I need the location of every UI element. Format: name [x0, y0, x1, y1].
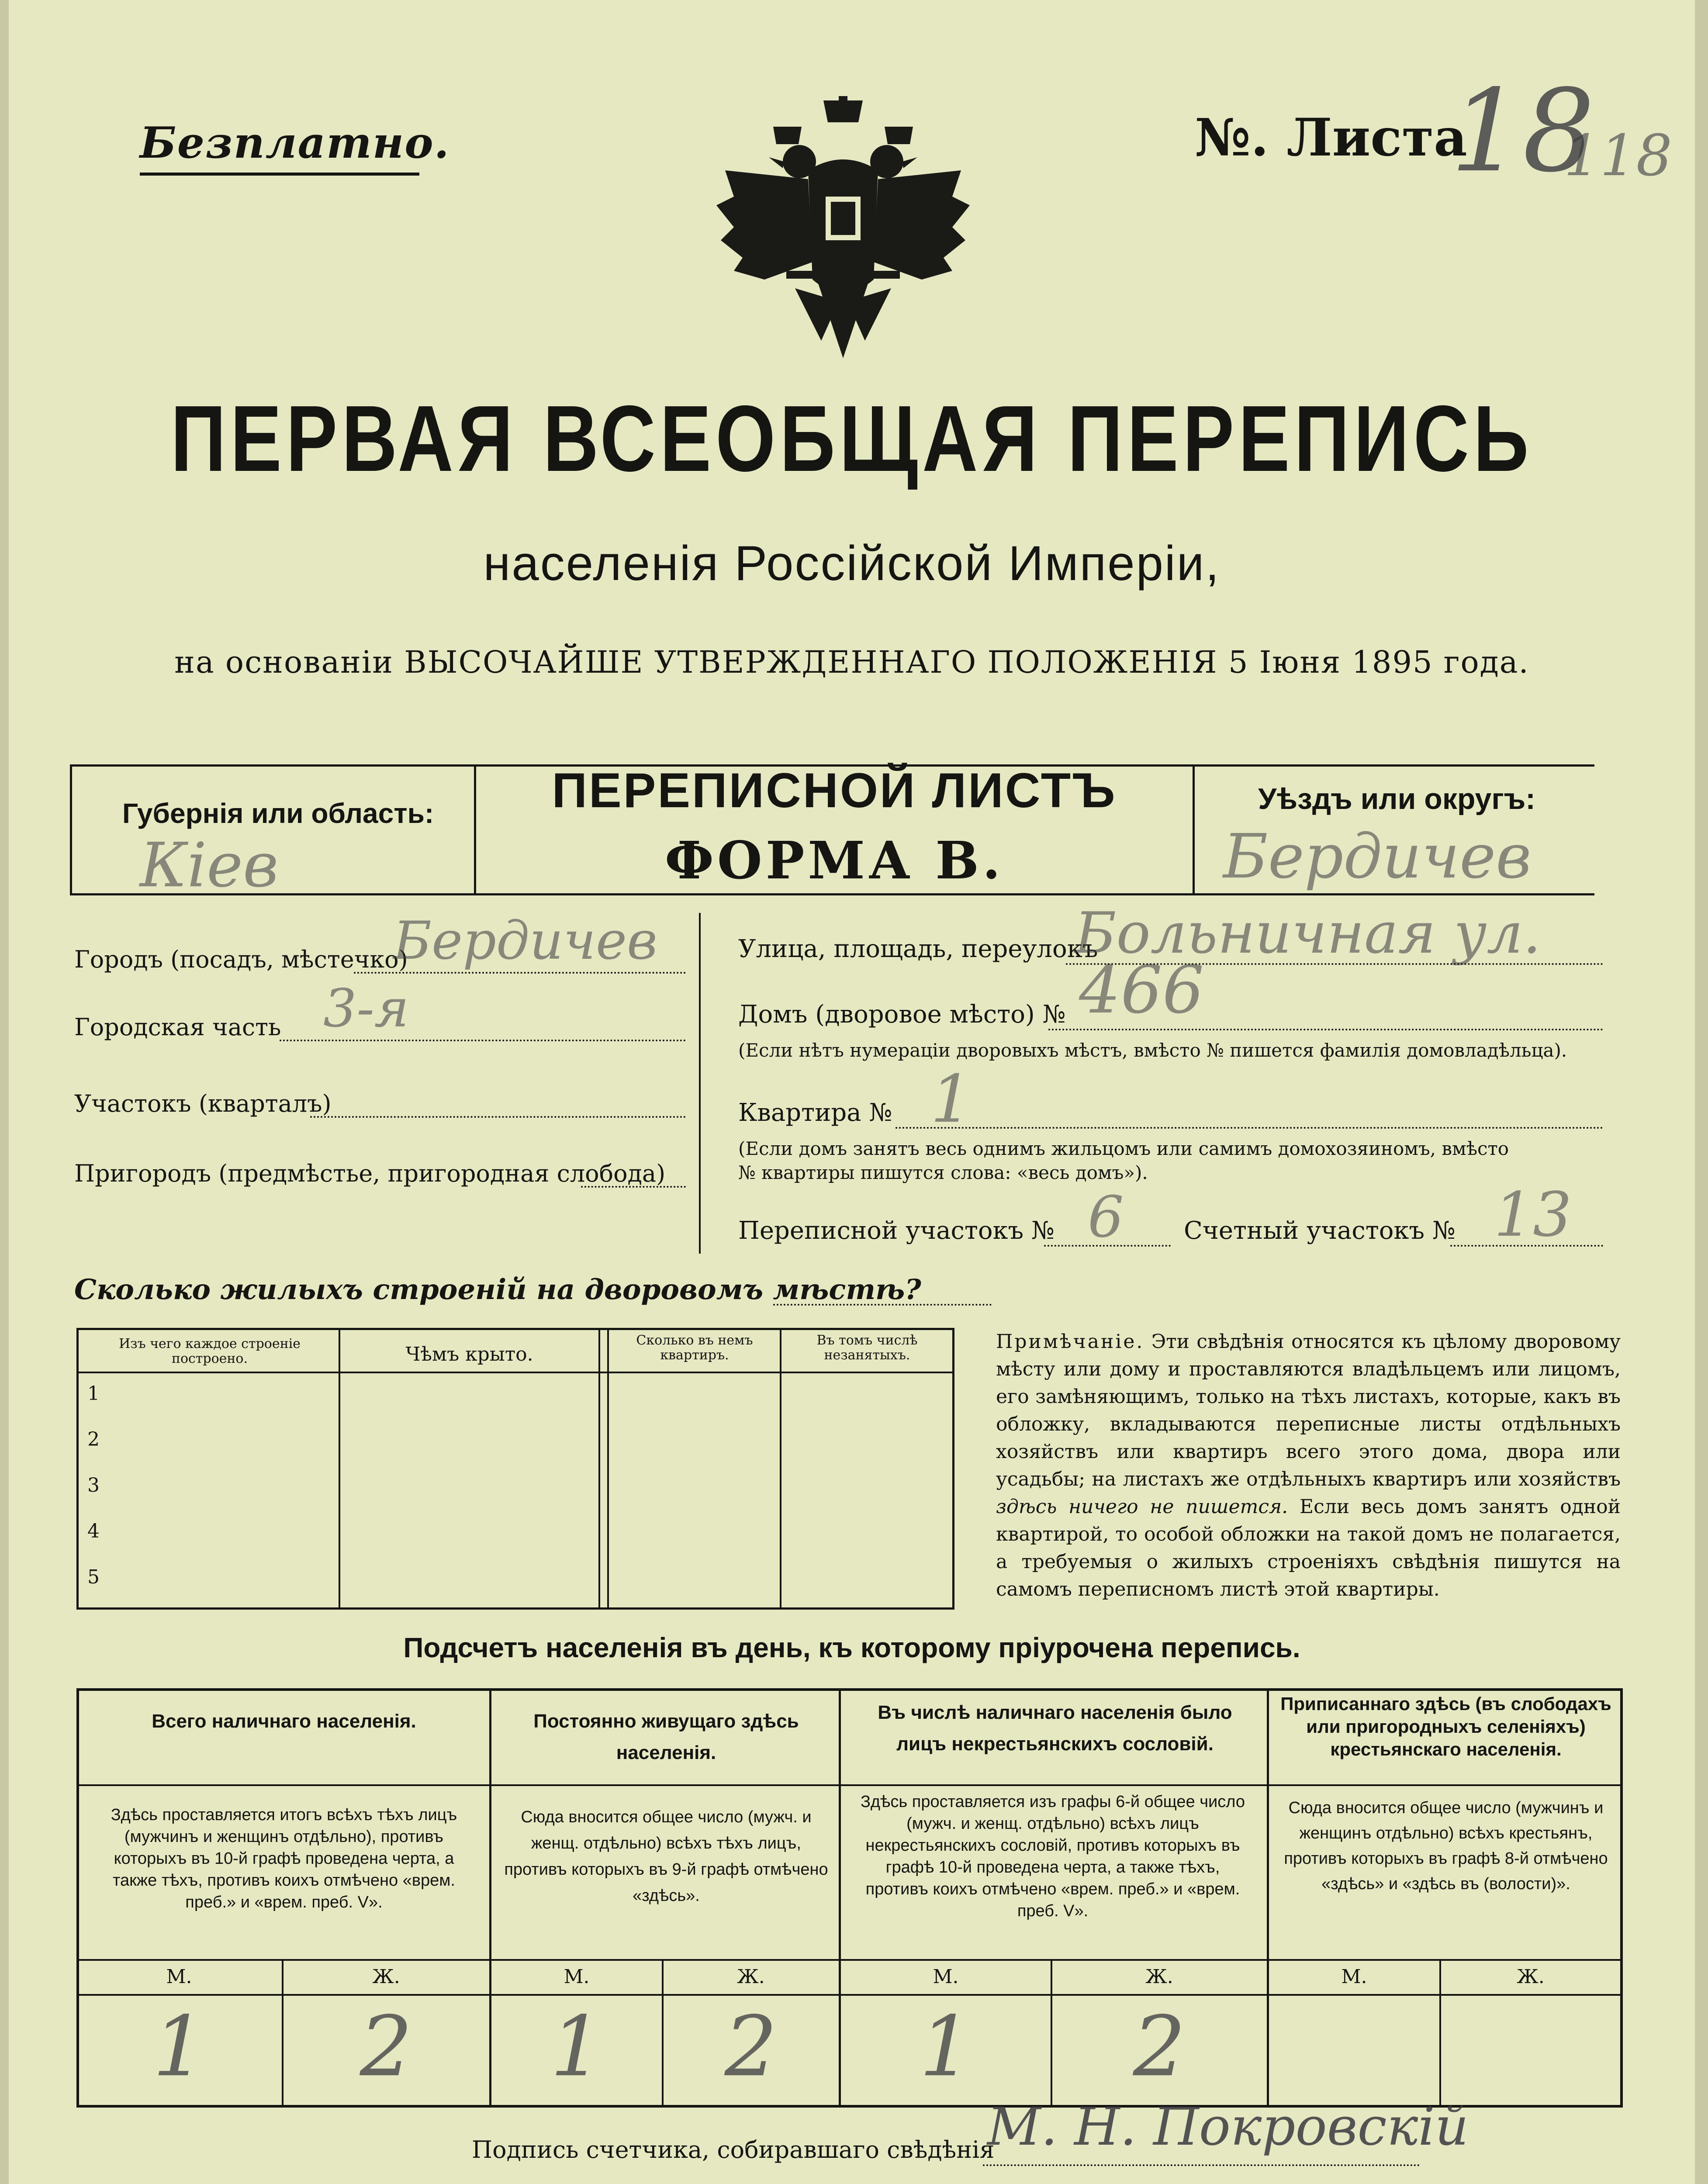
buildings-note: [996, 1328, 1621, 1603]
buildings-row: 5: [87, 1566, 100, 1588]
address-divider: [699, 913, 701, 1254]
province-value: Кіев: [140, 830, 279, 901]
buildings-heading: Сколько жилыхъ строеній на дворовомъ мѣстѣ?: [74, 1273, 921, 1306]
note-lead: Примѣчаніе.: [996, 1330, 1144, 1353]
form-title: ПЕРЕПИСНОЙ ЛИСТЪ: [552, 763, 1117, 818]
count-district-label: Счетный участокъ №: [1184, 1216, 1456, 1245]
total-female-count: 2: [360, 1998, 413, 2095]
buildings-header-roof: Чѣмъ крыто.: [405, 1343, 533, 1365]
male-label: М.: [1341, 1966, 1367, 1988]
suburb-label: Пригородъ (предмѣстье, пригородная слобода): [74, 1160, 666, 1187]
census-title: ПЕРВАЯ ВСЕОБЩАЯ ПЕРЕПИСЬ: [170, 386, 1533, 491]
house-value: 466: [1079, 952, 1204, 1028]
population-col-nonpeasant-desc: Здѣсь проставляется изъ графы 6-й общее число (мужч. и женщ. отдѣльно) всѣхъ лицъ некрестьянскихъ сословій, противъ которыхъ въ графѣ 10-й проведена черта, а также тѣхъ, противъ коихъ отмѣчено «врем. преб.» и «врем. преб. V».: [860, 1793, 1245, 1920]
population-col-nonpeasant-title: Въ числѣ наличнаго населенія было лицъ некрестьянскихъ сословій.: [878, 1702, 1232, 1755]
note-text-italic: здѣсь ничего не пишется.: [996, 1496, 1288, 1518]
province-label: Губернія или область:: [122, 798, 434, 829]
form-name: ФОРМА В.: [664, 830, 1004, 891]
count-district-value: 13: [1494, 1179, 1572, 1251]
apartment-label: Квартира №: [738, 1099, 892, 1127]
signature-label: Подпись счетчика, собиравшаго свѣдѣнія: [472, 2136, 995, 2163]
total-male-count: 1: [152, 1998, 206, 2095]
street-value: Больничная ул.: [1075, 900, 1541, 966]
female-label: Ж.: [1517, 1966, 1545, 1988]
enumerator-signature: М. Н. Покровскій: [987, 2097, 1469, 2157]
city-label: Городъ (посадъ, мѣстечко): [74, 946, 408, 973]
population-table: [76, 1688, 1623, 2108]
buildings-header-material: Изъ чего каждое строеніе построено.: [119, 1336, 301, 1366]
female-label: Ж.: [737, 1966, 765, 1988]
male-label: М.: [564, 1966, 590, 1988]
male-label: М.: [933, 1966, 959, 1988]
sheet-number-label: №. Листа: [1195, 107, 1467, 168]
census-basis: на основаніи ВЫСОЧАЙШЕ УТВЕРЖДЕННАГО ПОЛОЖЕНІЯ 5 Іюня 1895 года.: [174, 644, 1529, 680]
female-label: Ж.: [1145, 1966, 1173, 1988]
buildings-row: 1: [87, 1382, 100, 1405]
nonpeasant-male-count: 1: [919, 1998, 972, 2095]
buildings-row: 3: [87, 1474, 100, 1496]
apartment-value: 1: [930, 1061, 972, 1137]
population-col-permanent-desc: Сюда вносится общее число (мужч. и женщ. отдѣльно) всѣхъ тѣхъ лицъ, противъ которыхъ въ 9-й графѣ отмѣчено «здѣсь».: [504, 1808, 828, 1905]
free-label-underline: [140, 173, 419, 176]
apartment-note-1: (Если домъ занятъ весь однимъ жильцомъ или самимъ домохозяиномъ, вмѣсто: [738, 1138, 1509, 1159]
note-text-2: Если весь домъ занятъ одной квартирой, то особой обложки на такой домъ не полагается, а требуемыя о жилыхъ строеніяхъ свѣдѣнія пишутся на самомъ переписномъ листѣ этой квартиры.: [996, 1496, 1621, 1600]
population-heading: Подсчетъ населенія въ день, къ которому пріурочена перепись.: [403, 1632, 1300, 1663]
population-col-peasant-title: Приписаннаго здѣсь (въ слободахъ или пригородныхъ селеніяхъ) крестьянскаго населенія.: [1280, 1693, 1611, 1759]
precinct-label: Участокъ (кварталъ): [74, 1090, 332, 1117]
house-label: Домъ (дворовое мѣсто) №: [738, 1000, 1066, 1029]
population-col-peasant-desc: Сюда вносится общее число (мужчинъ и женщинъ отдѣльно) всѣхъ крестьянъ, противъ которыхъ въ графѣ 8-й отмѣчено «здѣсь» и «здѣсь въ (волости)».: [1284, 1799, 1608, 1893]
census-subtitle: населенія Россійской Имперіи,: [483, 536, 1220, 591]
district-label: Уѣздъ или округъ:: [1258, 782, 1535, 816]
permanent-male-count: 1: [550, 1998, 603, 2095]
permanent-female-count: 2: [724, 1998, 778, 2095]
buildings-row: 2: [87, 1428, 100, 1451]
male-label: М.: [166, 1966, 192, 1988]
female-label: Ж.: [372, 1966, 400, 1988]
note-text-1: Эти свѣдѣнія относятся къ цѣлому дворовому мѣсту или дому и проставляются владѣльцемъ или лицомъ, его замѣняющимъ, только на тѣхъ листахъ, которые, какъ въ обложку, вкладываются переписные листы отдѣльныхъ хозяйствъ или квартиръ всего этого дома, двора или усадьбы; на листахъ же отдѣльныхъ квартиръ или хозяйствъ: [996, 1330, 1621, 1490]
population-col-total-title: Всего наличнаго населенія.: [152, 1711, 416, 1732]
population-col-total-desc: Здѣсь проставляется итогъ всѣхъ тѣхъ лицъ (мужчинъ и женщинъ отдѣльно), противъ которыхъ въ 10-й графѣ проведена черта, а также тѣхъ, противъ коихъ отмѣчено «врем. преб.» и «врем. преб. V».: [111, 1806, 457, 1911]
buildings-header-vacant: Въ томъ числѣ незанятыхъ.: [816, 1333, 918, 1363]
imperial-eagle-emblem: [708, 96, 978, 376]
house-note: (Если нѣтъ нумераціи дворовыхъ мѣстъ, вмѣсто № пишется фамилія домовладѣльца).: [738, 1040, 1567, 1061]
census-form-page: [9, 0, 1695, 2184]
street-label: Улица, площадь, переулокъ: [738, 935, 1098, 963]
sheet-number-value: 18: [1450, 66, 1595, 197]
buildings-header-apartments: Сколько въ немъ квартиръ.: [636, 1333, 753, 1363]
city-part-value: 3-я: [323, 978, 409, 1039]
census-district-value: 6: [1088, 1184, 1124, 1250]
population-col-permanent-title: Постоянно живущаго здѣсь населенія.: [533, 1711, 799, 1763]
census-district-label: Переписной участокъ №: [738, 1216, 1055, 1245]
nonpeasant-female-count: 2: [1133, 1998, 1186, 2095]
free-label: Безплатно.: [140, 118, 450, 168]
buildings-table: [76, 1328, 954, 1610]
city-value: Бердичев: [393, 911, 657, 971]
district-value: Бердичев: [1223, 821, 1532, 892]
buildings-row: 4: [87, 1520, 100, 1542]
sheet-number-extra: 118: [1564, 122, 1673, 189]
city-part-label: Городская часть: [74, 1013, 281, 1041]
apartment-note-2: № квартиры пишутся слова: «весь домъ»).: [738, 1162, 1148, 1183]
